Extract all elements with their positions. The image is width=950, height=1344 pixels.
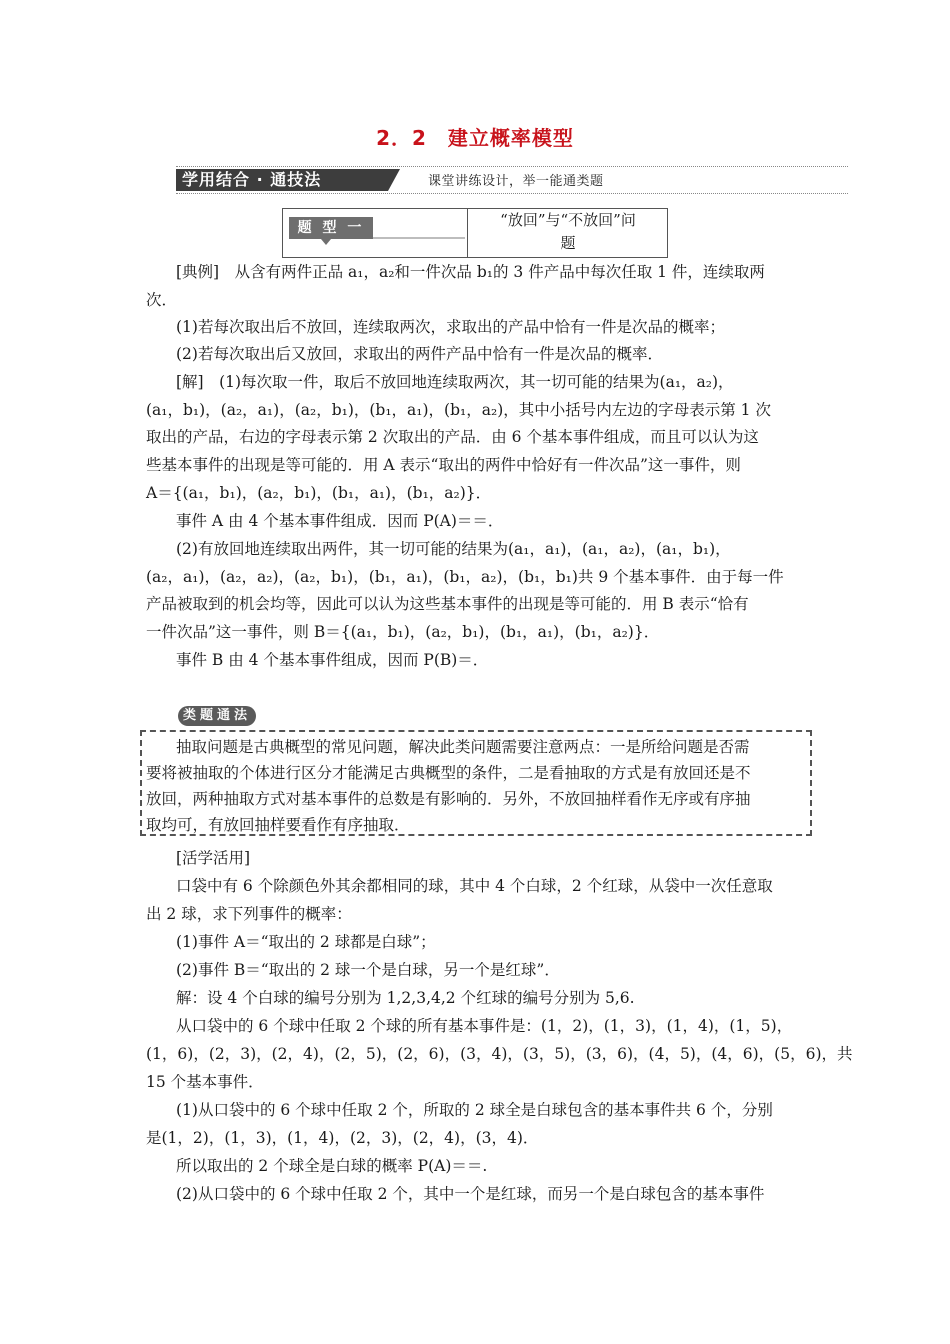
solution-line: 些基本事件的出现是等可能的．用 A 表示“取出的两件中恰好有一件次品”这一事件，则 xyxy=(146,456,741,474)
practice-line: 是(1，2)，(1，3)，(1，4)，(2，3)，(2，4)，(3，4)． xyxy=(146,1129,539,1147)
method-line: 取均可，有放回抽样要看作有序抽取． xyxy=(146,816,410,834)
page-title: 2．2 建立概率模型 xyxy=(376,126,574,150)
down-triangle-icon xyxy=(321,239,331,245)
example-line: [典例] 从含有两件正品 a₁，a₂和一件次品 b₁的 3 件产品中每次任取 1 件，连续取两 xyxy=(176,263,765,281)
divider xyxy=(373,237,465,239)
section-banner xyxy=(176,166,848,194)
method-line: 要将被抽取的个体进行区分才能满足古典概型的条件，二是看抽取的方式是有放回还是不 xyxy=(146,764,751,782)
solution-line: (a₁，b₁)，(a₂，a₁)，(a₂，b₁)，(b₁，a₁)，(b₁，a₂)，其中小括号内左边的字母表示第 1 次 xyxy=(146,401,771,419)
banner-subtitle: 课堂讲练设计，举一能通类题 xyxy=(428,174,604,189)
solution-line: 产品被取到的机会均等，因此可以认为这些基本事件的出现是等可能的．用 B 表示“恰有 xyxy=(146,595,749,613)
solution-line: (2)有放回地连续取出两件，其一切可能的结果为(a₁，a₁)，(a₁，a₂)，(a₁，b₁)， xyxy=(176,540,731,558)
practice-line: (2)从口袋中的 6 个球中任取 2 个，其中一个是红球，而另一个是白球包含的基本事件 xyxy=(176,1185,765,1203)
banner-label: 学用结合 · 通技法 xyxy=(176,169,388,191)
practice-line: 15 个基本事件． xyxy=(146,1073,264,1091)
question-type-label: 题 型 一 xyxy=(289,217,373,239)
practice-line: 从口袋中的 6 个球中任取 2 个球的所有基本事件是：(1，2)，(1，3)，(1，4)，(1，5)， xyxy=(176,1017,793,1035)
solution-line: 一件次品”这一事件，则 B＝{(a₁，b₁)，(a₂，b₁)，(b₁，a₁)，(b₁，a₂)}． xyxy=(146,623,660,641)
question-type-title-line: “放回”与“不放回”问 xyxy=(500,211,636,229)
solution-line: A＝{(a₁，b₁)，(a₂，b₁)，(b₁，a₁)，(b₁，a₂)}． xyxy=(146,484,492,502)
practice-line: 解：设 4 个白球的编号分别为 1,2,3,4,2 个红球的编号分别为 5,6. xyxy=(176,989,635,1007)
question-type-box xyxy=(282,208,668,258)
practice-heading: [活学活用] xyxy=(176,849,251,867)
practice-line: 所以取出的 2 个球全是白球的概率 P(A)＝＝. xyxy=(176,1157,488,1175)
practice-line: (2)事件 B＝“取出的 2 球一个是白球，另一个是红球”． xyxy=(176,961,560,979)
method-line: 放回，两种抽取方式对基本事件的总数是有影响的．另外，不放回抽样看作无序或有序抽 xyxy=(146,790,751,808)
solution-line: 事件 B 由 4 个基本事件组成，因而 P(B)＝． xyxy=(176,651,489,669)
question-type-title-line: 题 xyxy=(560,234,576,252)
question-type-title xyxy=(469,209,667,255)
example-line: (2)若每次取出后又放回，求取出的两件产品中恰有一件是次品的概率． xyxy=(176,345,663,363)
practice-line: 口袋中有 6 个除颜色外其余都相同的球，其中 4 个白球，2 个红球，从袋中一次任意取 xyxy=(176,877,773,895)
example-line: (1)若每次取出后不放回，连续取两次，求取出的产品中恰有一件是次品的概率； xyxy=(176,318,725,336)
practice-line: (1，6)，(2，3)，(2，4)，(2，5)，(2，6)，(3，4)，(3，5)，(3，6)，(4，5)，(4，6)，(5，6)，共 xyxy=(146,1045,853,1063)
method-line: 抽取问题是古典概型的常见问题，解决此类问题需要注意两点：一是所给问题是否需 xyxy=(176,738,750,756)
solution-line: (a₂，a₁)，(a₂，a₂)，(a₂，b₁)，(b₁，a₁)，(b₁，a₂)，(b₁，b₁)共 9 个基本事件．由于每一件 xyxy=(146,568,784,586)
example-line: 次． xyxy=(146,291,178,309)
divider xyxy=(467,209,468,257)
practice-line: 出 2 球，求下列事件的概率： xyxy=(146,905,352,923)
solution-line: 事件 A 由 4 个基本事件组成．因而 P(A)＝＝． xyxy=(176,512,504,530)
solution-line: [解] (1)每次取一件，取后不放回地连续取两次，其一切可能的结果为(a₁，a₂)， xyxy=(176,373,734,391)
solution-line: 取出的产品，右边的字母表示第 2 次取出的产品．由 6 个基本事件组成，而且可以认为这 xyxy=(146,428,759,446)
method-badge: 类题通法 xyxy=(178,706,256,726)
practice-line: (1)从口袋中的 6 个球中任取 2 个，所取的 2 球全是白球包含的基本事件共 6 个，分别 xyxy=(176,1101,773,1119)
practice-line: (1)事件 A＝“取出的 2 球都是白球”； xyxy=(176,933,436,951)
